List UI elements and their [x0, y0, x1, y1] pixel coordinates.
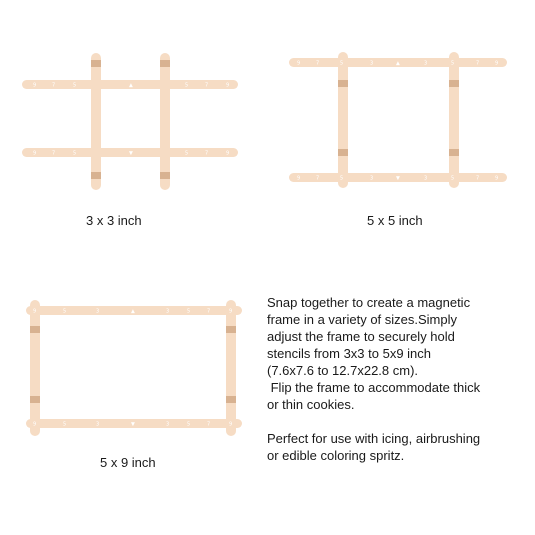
ruler-mark: ▼	[396, 175, 400, 182]
ruler-mark: 3	[166, 421, 170, 428]
ruler-mark: 9	[33, 82, 37, 89]
stick-left	[338, 52, 348, 188]
magnet	[338, 149, 348, 156]
paragraph-gap	[267, 413, 529, 430]
magnet	[91, 172, 101, 179]
ruler-mark: 7	[205, 150, 209, 157]
ruler-mark: 9	[229, 421, 233, 428]
magnet	[91, 60, 101, 67]
ruler-mark: 5	[340, 175, 344, 182]
ruler-mark: 3	[166, 308, 170, 315]
description-line: frame in a variety of sizes.Simply	[267, 312, 458, 327]
frame-5x5	[289, 52, 507, 188]
ruler-mark: 7	[476, 175, 480, 182]
description-line: Flip the frame to accommodate thick	[267, 380, 481, 395]
magnet	[449, 80, 459, 87]
ruler-mark: ▲	[131, 308, 135, 315]
caption-5x5: 5 x 5 inch	[367, 213, 423, 228]
ruler-mark: ▼	[131, 421, 135, 428]
description-line: (7.6x7.6 to 12.7x22.8 cm).	[267, 363, 419, 378]
ruler-mark: 5	[451, 60, 455, 67]
ruler-mark: 5	[187, 308, 191, 315]
ruler-mark: ▲	[396, 60, 400, 67]
caption-3x3: 3 x 3 inch	[86, 213, 142, 228]
description-line: Snap together to create a magnetic	[267, 295, 471, 310]
ruler-mark: 7	[205, 82, 209, 89]
magnet	[338, 80, 348, 87]
magnet	[226, 396, 236, 403]
ruler-mark: 5	[73, 150, 77, 157]
magnet	[160, 60, 170, 67]
ruler-mark: 3	[370, 60, 374, 67]
stick-right	[226, 300, 236, 436]
frame-3x3	[22, 53, 238, 190]
ruler-mark: 3	[424, 175, 428, 182]
ruler-mark: 3	[96, 308, 100, 315]
ruler-mark: 9	[297, 60, 301, 67]
ruler-mark: 9	[229, 308, 233, 315]
ruler-mark: 9	[226, 150, 230, 157]
description-line: Perfect for use with icing, airbrushing	[267, 431, 481, 446]
ruler-mark: 9	[33, 308, 37, 315]
stick-right	[449, 52, 459, 188]
caption-5x9: 5 x 9 inch	[100, 455, 156, 470]
ruler-mark: 5	[451, 175, 455, 182]
ruler-mark: 9	[495, 60, 499, 67]
stick-left	[91, 53, 101, 190]
stick-right	[160, 53, 170, 190]
magnet	[30, 396, 40, 403]
ruler-mark: 3	[424, 60, 428, 67]
magnet	[30, 326, 40, 333]
ruler-mark: 3	[370, 175, 374, 182]
ruler-mark: ▼	[129, 150, 133, 157]
ruler-mark: 7	[52, 82, 56, 89]
ruler-mark: ▲	[129, 82, 133, 89]
ruler-mark: 7	[476, 60, 480, 67]
ruler-mark: 5	[340, 60, 344, 67]
frame-5x9	[26, 300, 242, 436]
stick-left	[30, 300, 40, 436]
magnet	[160, 172, 170, 179]
ruler-mark: 9	[495, 175, 499, 182]
description-line: or thin cookies.	[267, 397, 355, 412]
ruler-mark: 5	[185, 82, 189, 89]
description-line: adjust the frame to securely hold	[267, 329, 455, 344]
ruler-mark: 7	[52, 150, 56, 157]
ruler-mark: 9	[33, 421, 37, 428]
ruler-mark: 9	[33, 150, 37, 157]
ruler-mark: 3	[96, 421, 100, 428]
ruler-mark: 9	[226, 82, 230, 89]
magnet	[226, 326, 236, 333]
ruler-mark: 7	[207, 421, 211, 428]
ruler-mark: 7	[316, 60, 320, 67]
ruler-mark: 7	[316, 175, 320, 182]
ruler-mark: 5	[63, 421, 67, 428]
magnet	[449, 149, 459, 156]
ruler-mark: 5	[187, 421, 191, 428]
product-description	[267, 294, 529, 464]
description-line: or edible coloring spritz.	[267, 448, 405, 463]
ruler-mark: 5	[185, 150, 189, 157]
ruler-mark: 7	[207, 308, 211, 315]
ruler-mark: 9	[297, 175, 301, 182]
description-line: stencils from 3x3 to 5x9 inch	[267, 346, 432, 361]
ruler-mark: 5	[63, 308, 67, 315]
ruler-mark: 5	[73, 82, 77, 89]
